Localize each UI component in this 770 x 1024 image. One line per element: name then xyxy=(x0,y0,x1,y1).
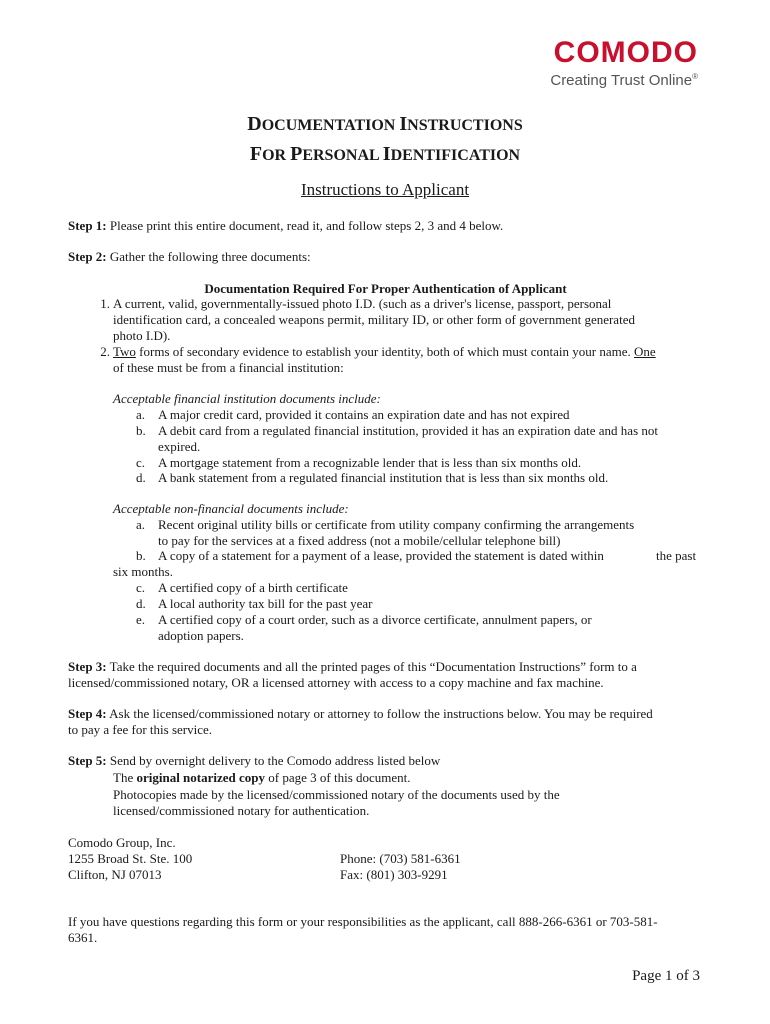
fin-a: A major credit card, provided it contains an expiration date and has not expired xyxy=(158,407,570,422)
mailing-address: Comodo Group, Inc. 1255 Broad St. Ste. 100 Clifton, NJ 07013 xyxy=(68,835,193,882)
nonfin-e: A certified copy of a court order, such as a divorce certificate, annulment papers, or adoption papers. xyxy=(158,612,592,643)
fin-d: A bank statement from a regulated financial institution that is less than six months old. xyxy=(158,470,609,485)
fin-b: A debit card from a regulated financial institution, provided it has an expiration date and has not expired. xyxy=(158,423,658,454)
page-number: Page 1 of 3 xyxy=(632,968,700,984)
nonfin-d: A local authority tax bill for the past year xyxy=(158,596,373,611)
nonfin-c: A certified copy of a birth certificate xyxy=(158,580,348,595)
nonfin-a: Recent original utility bills or certificate from utility company confirming the arrangements to pay for the services at a fixed address (not a mobile/cellular telephone bill) xyxy=(158,517,635,548)
step-4: Step 4: Ask the licensed/commissioned notary or attorney to follow the instructions below. You may be required to pay a fee for this service. xyxy=(68,706,653,737)
nonfin-b-end: the past xyxy=(656,548,697,563)
nonfin-b: A copy of a statement for a payment of a lease, provided the statement is dated within xyxy=(158,548,604,563)
step-5-bullet-2: Photocopies made by the licensed/commissioned notary of the documents used by the licensed/commissioned notary for authentication. xyxy=(113,787,560,818)
nonfin-e-marker: e. xyxy=(136,612,146,627)
logo-wordmark: COMODO xyxy=(553,36,698,69)
step-3: Step 3: Take the required documents and all the printed pages of this “Documentation Instructions” form to a licensed/commissioned notary, OR a licensed attorney with access to a copy machine and fax machine. xyxy=(68,659,637,690)
fin-b-marker: b. xyxy=(136,423,146,438)
nonfin-a-marker: a. xyxy=(136,517,146,532)
nonfinancial-docs-heading: Acceptable non-financial documents include: xyxy=(113,501,349,516)
fin-c: A mortgage statement from a recognizable lender that is less than six months old. xyxy=(158,455,582,470)
comodo-logo xyxy=(550,38,698,89)
step-5: Step 5: Send by overnight delivery to the Comodo address listed below xyxy=(68,753,441,768)
logo-tagline: Creating Trust Online® xyxy=(550,72,698,89)
item-2: Two forms of secondary evidence to establish your identity, both of which must contain your name. One of these must be from a financial institution: xyxy=(113,344,656,375)
item-2-number: 2. xyxy=(100,344,110,359)
fin-a-marker: a. xyxy=(136,407,146,422)
fin-c-marker: c. xyxy=(136,455,146,470)
title-line-1: DOCUMENTATION INSTRUCTIONS xyxy=(247,113,523,135)
nonfin-b-marker: b. xyxy=(136,548,146,563)
bullet-1-icon xyxy=(90,770,100,786)
financial-docs-heading: Acceptable financial institution documents include: xyxy=(113,391,381,406)
page-title xyxy=(0,110,770,170)
nonfin-b-cont: six months. xyxy=(113,564,173,579)
step-1: Step 1: Please print this entire document, read it, and follow steps 2, 3 and 4 below. xyxy=(68,218,504,233)
step-5-bullet-1: The original notarized copy of page 3 of this document. xyxy=(113,770,411,785)
step-2: Step 2: Gather the following three documents: xyxy=(68,249,311,264)
item-1-number: 1. xyxy=(100,296,110,311)
requirements-heading: Documentation Required For Proper Authentication of Applicant xyxy=(204,281,567,296)
item-1: A current, valid, governmentally-issued photo I.D. (such as a driver's license, passport, personal identification card, a concealed weapons permit, military ID, or other form of government generated photo I.D). xyxy=(113,296,635,343)
subtitle: Instructions to Applicant xyxy=(300,180,470,199)
bullet-2-icon xyxy=(90,787,100,803)
nonfin-c-marker: c. xyxy=(136,580,146,595)
nonfin-d-marker: d. xyxy=(136,596,146,611)
questions-note: If you have questions regarding this form or your responsibilities as the applicant, call 888-266-6361 or 703-581- 6361. xyxy=(68,914,658,945)
contact-numbers: Phone: (703) 581-6361 Fax: (801) 303-9291 xyxy=(340,851,461,882)
title-line-2: FOR PERSONAL IDENTIFICATION xyxy=(249,143,521,165)
fin-d-marker: d. xyxy=(136,470,146,485)
